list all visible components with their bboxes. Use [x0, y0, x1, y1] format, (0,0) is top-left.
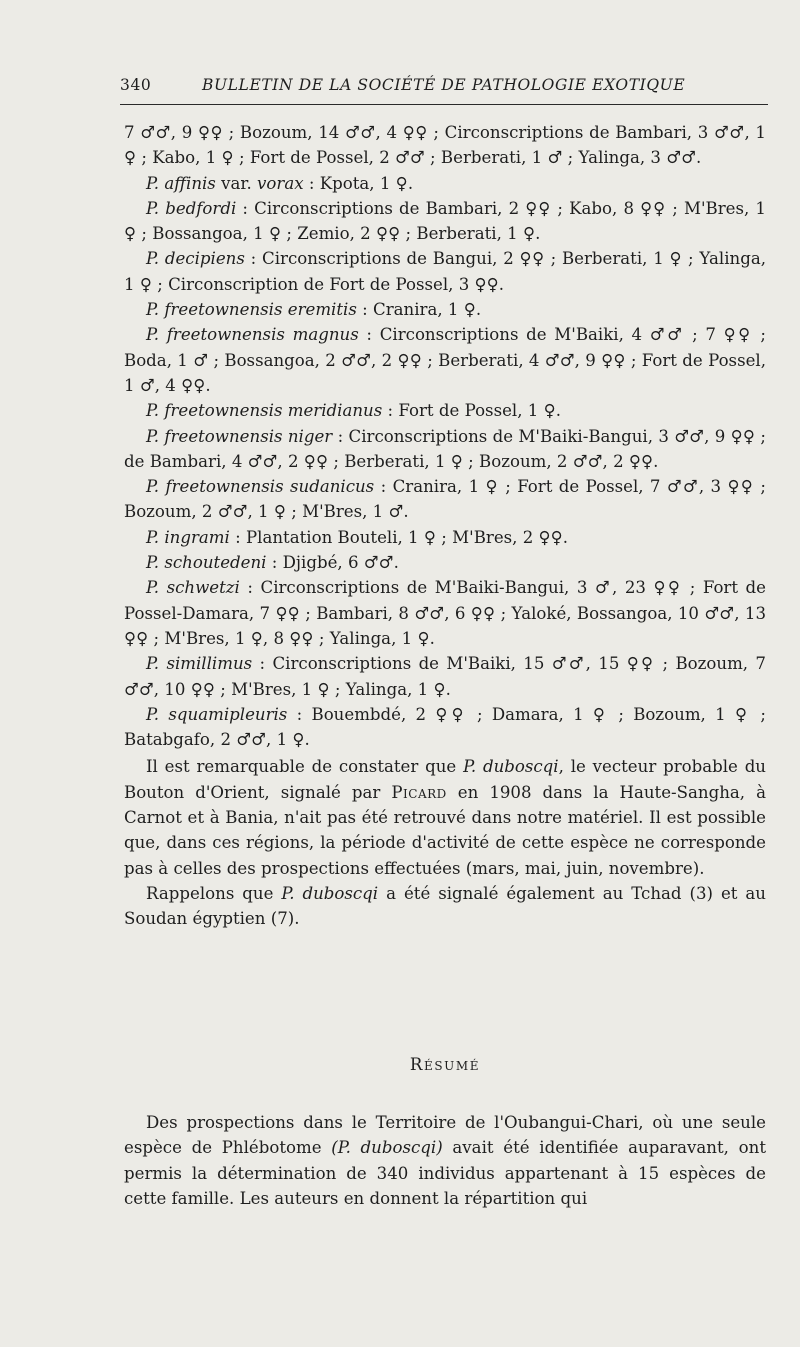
- species-entry-text: affinis var. vorax : Kpota, 1 ♀.: [164, 173, 414, 193]
- species-entry: 7 ♂♂, 9 ♀♀ ; Bozoum, 14 ♂♂, 4 ♀♀ ; Circonscriptions de Bambari, 3 ♂♂, 1 ♀ ; Kabo, 1 ♀ ; Fort de Possel, 2 ♂♂ ; Berberati, 1 ♂ ; Yalinga, 3 ♂♂.: [124, 123, 766, 168]
- species-entry-text: schwetzi : Circonscriptions de M'Baiki-Bangui, 3 ♂, 23 ♀♀ ; Fort de Possel-Damara, 7 ♀♀ ; Bambari, 8 ♂♂, 6 ♀♀ ; Yaloké, Bossangoa, 10 ♂♂, 13 ♀♀ ; M'Bres, 1 ♀, 8 ♀♀ ; Yalinga, 1 ♀.: [124, 578, 766, 648]
- species-entry: P. freetownensis meridianus : Fort de Possel, 1 ♀.: [146, 401, 562, 421]
- header-rule: [120, 104, 768, 105]
- species-name: P. duboscqi: [463, 757, 559, 777]
- species-entry: P. decipiens : Circonscriptions de Bangui, 2 ♀♀ ; Berberati, 1 ♀ ; Yalinga, 1 ♀ ; Circonscription de Fort de Possel, 3 ♀♀.: [124, 249, 766, 294]
- recall-text-1: Rappelons que: [146, 883, 282, 903]
- species-name: P. duboscqi: [281, 883, 379, 903]
- species-name: simillimus: [166, 654, 253, 674]
- species-entry-text: bedfordi : Circonscriptions de Bambari, 2 ♀♀ ; Kabo, 8 ♀♀ ; M'Bres, 1 ♀ ; Bossangoa, 1 ♀ ; Zemio, 2 ♀♀ ; Berberati, 1 ♀.: [124, 198, 766, 244]
- species-entry: P. freetownensis niger : Circonscriptions de M'Baiki-Bangui, 3 ♂♂, 9 ♀♀ ; de Bambari, 4 ♂♂, 2 ♀♀ ; Berberati, 1 ♀ ; Bozoum, 2 ♂♂, 2 ♀♀.: [124, 426, 766, 471]
- resume-heading: Résumé: [409, 1055, 481, 1074]
- species-name: decipiens: [164, 249, 245, 269]
- species-name: (P. duboscqi): [331, 1138, 443, 1158]
- page-number: 340: [120, 76, 152, 94]
- summary-text-1: Des prospections dans le Territoire de l'Oubangui-Chari, où une seule espèce de Phlébotome: [124, 1113, 766, 1158]
- species-entry-text: ingrami : Plantation Bouteli, 1 ♀ ; M'Bres, 2 ♀♀.: [164, 527, 569, 547]
- species-distribution-list: [124, 120, 766, 932]
- journal-title: BULLETIN DE LA SOCIÉTÉ DE PATHOLOGIE EXOTIQUE: [202, 76, 686, 94]
- species-name: bedfordi: [165, 198, 237, 218]
- species-entry-text: freetownensis magnus : Circonscriptions de M'Baiki, 4 ♂♂ ; 7 ♀♀ ; Boda, 1 ♂ ; Bossangoa, 2 ♂♂, 2 ♀♀ ; Berberati, 4 ♂♂, 9 ♀♀ ; Fort de Possel, 1 ♂, 4 ♀♀.: [124, 325, 767, 395]
- species-entry-text: schoutedeni : Djigbé, 6 ♂♂.: [164, 553, 399, 573]
- species-entry: P. schwetzi : Circonscriptions de M'Baiki-Bangui, 3 ♂, 23 ♀♀ ; Fort de Possel-Damara, 7 ♀♀ ; Bambari, 8 ♂♂, 6 ♀♀ ; Yaloké, Bossangoa, 10 ♂♂, 13 ♀♀ ; M'Bres, 1 ♀, 8 ♀♀ ; Yalinga, 1 ♀.: [124, 578, 766, 648]
- remark-paragraph: [124, 754, 766, 880]
- remark-text-2: , le vecteur probable du Bouton d'Orient, signalé par: [124, 757, 766, 802]
- species-entry-text: freetownensis meridianus : Fort de Possel, 1 ♀.: [164, 401, 562, 421]
- remark-text-3: en 1908 dans la Haute-Sangha, à Carnot et à Bania, n'ait pas été retrouvé dans notre matériel. Il est possible que, dans ces régions, la période d'activité de cette espèce ne corresponde pas à celles des prospections effectuées (mars, mai, juin, novembre).: [124, 782, 766, 878]
- species-entry: P. freetownensis sudanicus : Cranira, 1 ♀ ; Fort de Possel, 7 ♂♂, 3 ♀♀ ; Bozoum, 2 ♂♂, 1 ♀ ; M'Bres, 1 ♂.: [124, 477, 766, 522]
- summary-paragraph: [124, 1110, 766, 1211]
- species-name: squamipleuris: [168, 704, 288, 724]
- species-name: freetownensis eremitis: [164, 300, 357, 320]
- author-name: Picard: [391, 782, 447, 802]
- species-entry-text: squamipleuris : Bouembdé, 2 ♀♀ ; Damara, 1 ♀ ; Bozoum, 1 ♀ ; Batabgafo, 2 ♂♂, 1 ♀.: [124, 704, 766, 750]
- species-entry: P. simillimus : Circonscriptions de M'Baiki, 15 ♂♂, 15 ♀♀ ; Bozoum, 7 ♂♂, 10 ♀♀ ; M'Bres, 1 ♀ ; Yalinga, 1 ♀.: [124, 654, 766, 699]
- species-entry-text: freetownensis sudanicus : Cranira, 1 ♀ ; Fort de Possel, 7 ♂♂, 3 ♀♀ ; Bozoum, 2 ♂♂, 1 ♀ ; M'Bres, 1 ♂.: [124, 477, 766, 522]
- species-entry: P. freetownensis magnus : Circonscriptions de M'Baiki, 4 ♂♂ ; 7 ♀♀ ; Boda, 1 ♂ ; Bossangoa, 2 ♂♂, 2 ♀♀ ; Berberati, 4 ♂♂, 9 ♀♀ ; Fort de Possel, 1 ♂, 4 ♀♀.: [124, 325, 767, 395]
- species-entry: P. bedfordi : Circonscriptions de Bambari, 2 ♀♀ ; Kabo, 8 ♀♀ ; M'Bres, 1 ♀ ; Bossangoa, 1 ♀ ; Zemio, 2 ♀♀ ; Berberati, 1 ♀.: [124, 198, 766, 244]
- species-name: freetownensis niger: [164, 426, 333, 446]
- species-name: schwetzi: [166, 578, 240, 598]
- species-entry: P. schoutedeni : Djigbé, 6 ♂♂.: [146, 553, 399, 573]
- species-entry-text: freetownensis niger : Circonscriptions de M'Baiki-Bangui, 3 ♂♂, 9 ♀♀ ; de Bambari, 4 ♂♂, 2 ♀♀ ; Berberati, 1 ♀ ; Bozoum, 2 ♂♂, 2 ♀♀.: [124, 426, 766, 471]
- species-name: affinis: [164, 173, 216, 193]
- species-name: ingrami: [164, 527, 230, 547]
- species-name: freetownensis magnus: [166, 325, 359, 345]
- species-name: freetownensis sudanicus: [165, 477, 375, 497]
- species-entry-text: freetownensis eremitis : Cranira, 1 ♀.: [164, 300, 482, 320]
- species-entry: P. ingrami : Plantation Bouteli, 1 ♀ ; M'Bres, 2 ♀♀.: [146, 527, 569, 547]
- summary-text-2: avait été identifiée auparavant, ont permis la détermination de 340 individus appartenant à 15 espèces de cette famille. Les auteurs en donnent la répartition qui: [124, 1138, 767, 1208]
- species-entry-text: decipiens : Circonscriptions de Bangui, 2 ♀♀ ; Berberati, 1 ♀ ; Yalinga, 1 ♀ ; Circonscription de Fort de Possel, 3 ♀♀.: [124, 249, 766, 294]
- species-entry: P. squamipleuris : Bouembdé, 2 ♀♀ ; Damara, 1 ♀ ; Bozoum, 1 ♀ ; Batabgafo, 2 ♂♂, 1 ♀.: [124, 704, 766, 750]
- species-entry-text: simillimus : Circonscriptions de M'Baiki, 15 ♂♂, 15 ♀♀ ; Bozoum, 7 ♂♂, 10 ♀♀ ; M'Bres, 1 ♀ ; Yalinga, 1 ♀.: [124, 654, 766, 699]
- species-name: schoutedeni: [164, 553, 267, 573]
- summary-section: [124, 1110, 766, 1211]
- remark-text-1: Il est remarquable de constater que: [146, 757, 464, 777]
- recall-paragraph: [124, 881, 766, 932]
- species-entry: P. freetownensis eremitis : Cranira, 1 ♀.: [146, 300, 482, 320]
- recall-text-2: a été signalé également au Tchad (3) et au Soudan égyptien (7).: [124, 883, 766, 929]
- species-name: freetownensis meridianus: [164, 401, 383, 421]
- species-entry: P. affinis var. vorax : Kpota, 1 ♀.: [146, 173, 414, 193]
- variety-name: vorax: [257, 173, 304, 193]
